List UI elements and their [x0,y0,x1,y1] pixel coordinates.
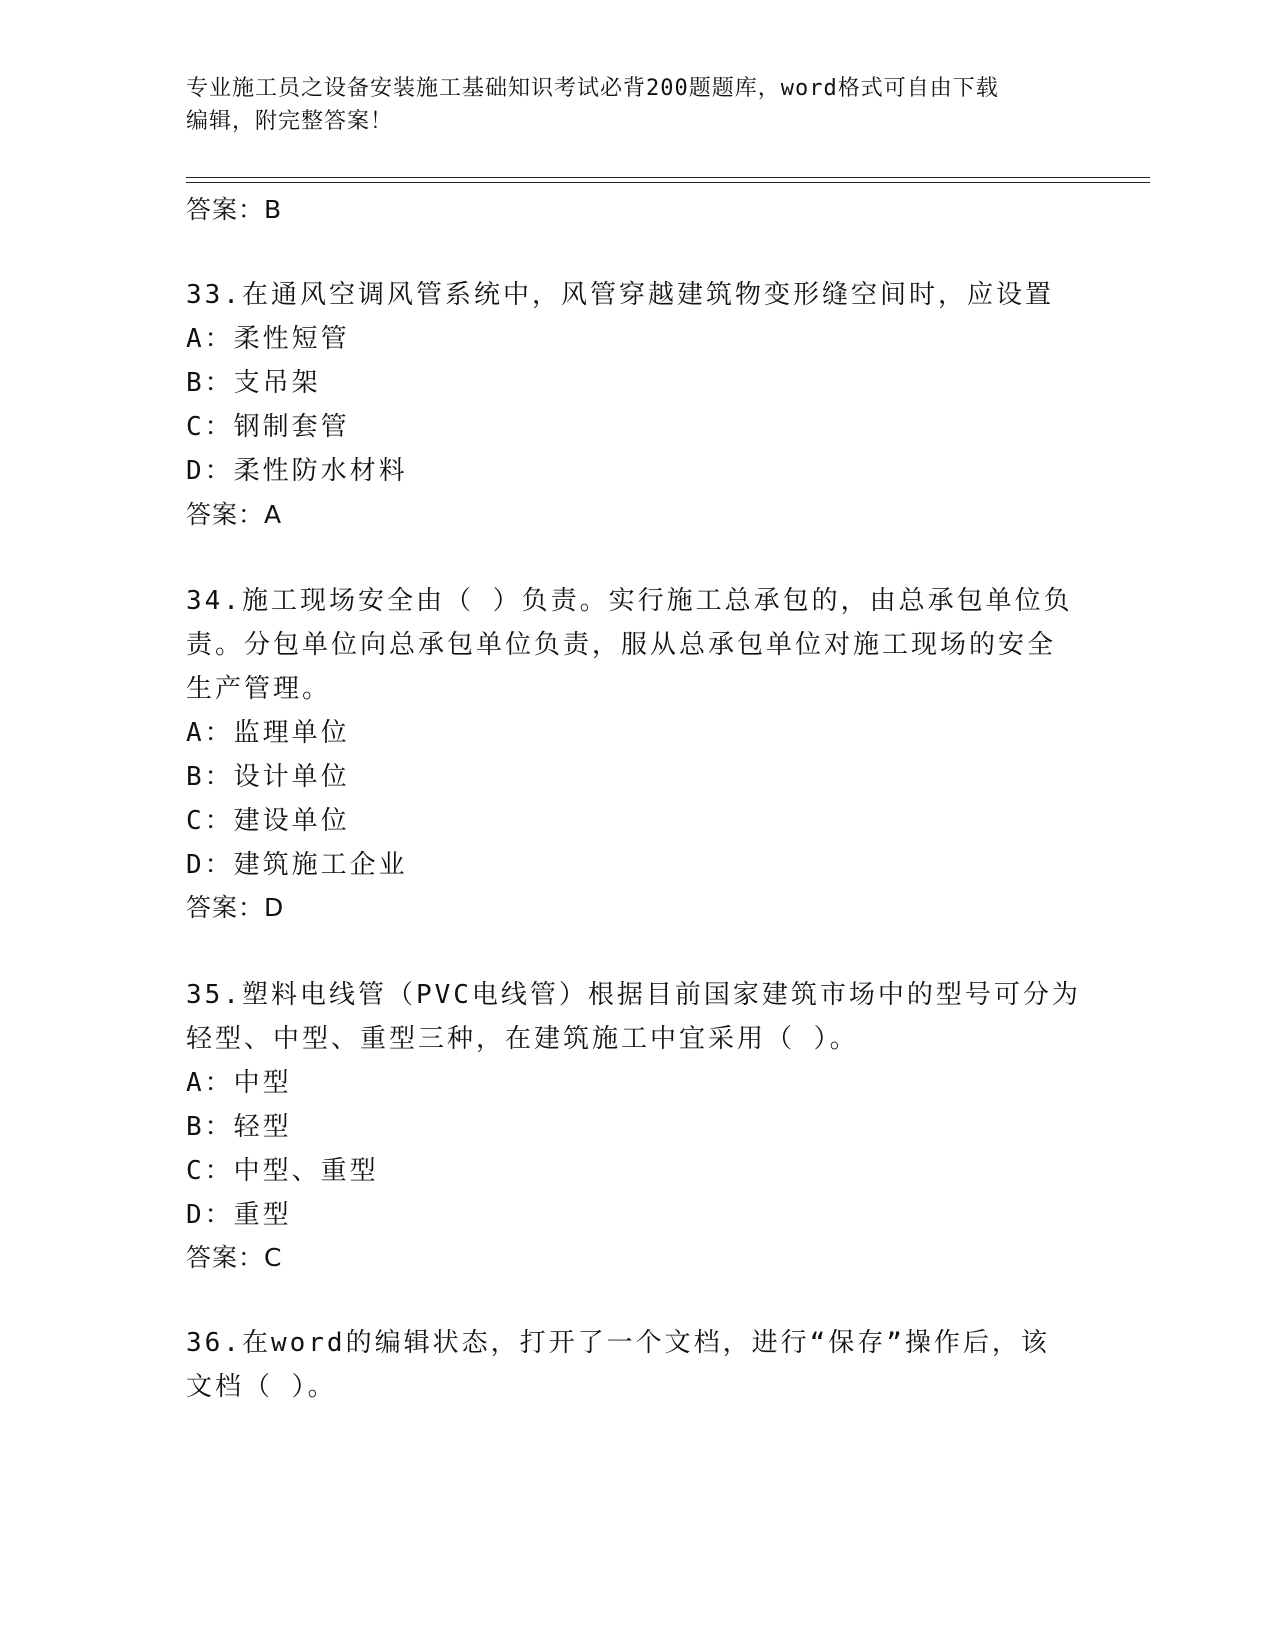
question-35-option-c: C：中型、重型 [186,1156,379,1186]
header-divider-top [186,177,1150,178]
question-35-option-d: D：重型 [186,1200,292,1230]
question-34-option-a: A：监理单位 [186,718,350,748]
question-34-text-2: 责。分包单位向总承包单位负责，服从总承包单位对施工现场的安全 [186,630,1057,660]
question-35-option-b: B：轻型 [186,1112,292,1142]
question-35-option-a: A：中型 [186,1068,292,1098]
header-line-2: 编辑，附完整答案！ [186,109,394,134]
question-35-text-2: 轻型、中型、重型三种，在建筑施工中宜采用（ ）。 [186,1024,859,1054]
answer-prev: 答案：B [186,195,283,224]
question-34-option-b: B：设计单位 [186,762,350,792]
question-33-option-a: A：柔性短管 [186,324,350,354]
question-34-text-1: 34.施工现场安全由（ ）负责。实行施工总承包的，由总承包单位负 [186,586,1073,616]
question-34-text-3: 生产管理。 [186,674,332,704]
question-33-option-d: D：柔性防水材料 [186,456,408,486]
question-33-text: 33.在通风空调风管系统中，风管穿越建筑物变形缝空间时，应设置 [186,280,1054,310]
question-34-option-c: C：建设单位 [186,806,350,836]
question-34-option-d: D：建筑施工企业 [186,850,408,880]
header-divider-bottom [186,182,1150,183]
document-header [186,72,1066,138]
header-line-1: 专业施工员之设备安装施工基础知识考试必背200题题库，word格式可自由下载 [186,76,999,101]
question-34-answer: 答案：D [186,893,285,922]
question-36-text-2: 文档（ ）。 [186,1372,337,1402]
question-35-text-1: 35.塑料电线管（PVC电线管）根据目前国家建筑市场中的型号可分为 [186,980,1081,1010]
question-33-option-b: B：支吊架 [186,368,321,398]
question-33-answer: 答案：A [186,500,283,529]
question-35-answer: 答案：C [186,1243,283,1272]
question-36-text-1: 36.在word的编辑状态，打开了一个文档，进行“保存”操作后，该 [186,1328,1050,1358]
question-33-option-c: C：钢制套管 [186,412,350,442]
